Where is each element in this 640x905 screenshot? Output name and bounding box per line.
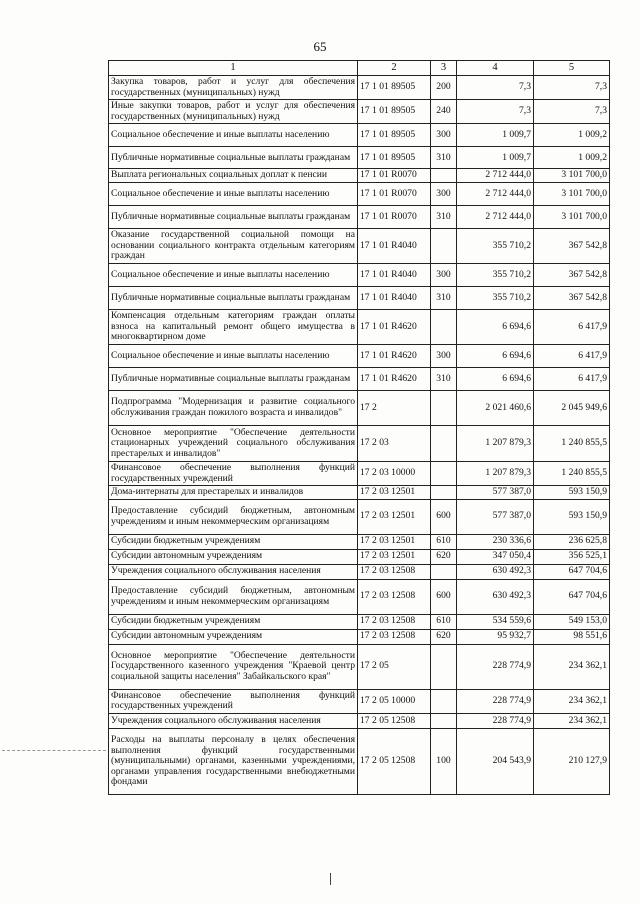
row-value1-cell: 630 492,3 bbox=[457, 579, 534, 614]
row-vr-cell: 620 bbox=[431, 549, 457, 564]
row-code-cell: 17 1 01 R0070 bbox=[358, 182, 431, 205]
row-value2-cell: 210 127,9 bbox=[534, 728, 610, 794]
row-vr-cell: 600 bbox=[431, 499, 457, 534]
row-vr-cell bbox=[431, 425, 457, 461]
table-row bbox=[109, 549, 610, 564]
row-name-cell: Субсидии автономным учреждениям bbox=[109, 629, 358, 644]
row-value1-cell: 6 694,6 bbox=[457, 344, 534, 367]
row-value1-cell: 6 694,6 bbox=[457, 309, 534, 344]
row-code-cell: 17 2 03 12501 bbox=[358, 486, 431, 500]
row-vr-cell: 310 bbox=[431, 367, 457, 390]
row-value2-cell: 647 704,6 bbox=[534, 564, 610, 579]
row-code-cell: 17 2 03 12508 bbox=[358, 614, 431, 629]
table-row bbox=[109, 76, 610, 100]
row-code-cell: 17 1 01 89505 bbox=[358, 76, 431, 100]
row-value1-cell: 534 559,6 bbox=[457, 614, 534, 629]
row-name-cell: Социальное обеспечение и иные выплаты населению bbox=[109, 124, 358, 147]
table-row bbox=[109, 713, 610, 728]
row-vr-cell bbox=[431, 309, 457, 344]
row-vr-cell: 300 bbox=[431, 344, 457, 367]
row-vr-cell: 240 bbox=[431, 100, 457, 124]
row-name-cell: Основное мероприятие "Обеспечение деятельности стационарных учреждений социального обслуживания престарелых и инвалидов" bbox=[109, 425, 358, 461]
row-value2-cell: 234 362,1 bbox=[534, 689, 610, 713]
row-value1-cell: 577 387,0 bbox=[457, 499, 534, 534]
row-value2-cell: 7,3 bbox=[534, 76, 610, 100]
header-cell-code: 2 bbox=[358, 61, 431, 76]
row-code-cell: 17 1 01 R4040 bbox=[358, 263, 431, 286]
row-vr-cell bbox=[431, 461, 457, 485]
row-code-cell: 17 1 01 89505 bbox=[358, 124, 431, 147]
row-value2-cell: 3 101 700,0 bbox=[534, 169, 610, 183]
row-code-cell: 17 2 03 12508 bbox=[358, 579, 431, 614]
row-value2-cell: 6 417,9 bbox=[534, 344, 610, 367]
row-value1-cell: 2 712 444,0 bbox=[457, 182, 534, 205]
row-value2-cell: 1 240 855,5 bbox=[534, 425, 610, 461]
table-row bbox=[109, 461, 610, 485]
row-name-cell: Иные закупки товаров, работ и услуг для обеспечения государственных (муниципальных) нужд bbox=[109, 100, 358, 124]
table-row bbox=[109, 614, 610, 629]
row-vr-cell bbox=[431, 169, 457, 183]
table-row bbox=[109, 367, 610, 390]
row-vr-cell bbox=[431, 564, 457, 579]
row-name-cell: Публичные нормативные социальные выплаты гражданам bbox=[109, 367, 358, 390]
page-number: 65 bbox=[313, 39, 327, 54]
row-code-cell: 17 2 05 12508 bbox=[358, 713, 431, 728]
table-row bbox=[109, 728, 610, 794]
row-value2-cell: 6 417,9 bbox=[534, 309, 610, 344]
table-row bbox=[109, 286, 610, 309]
row-vr-cell: 610 bbox=[431, 534, 457, 549]
table-row bbox=[109, 486, 610, 500]
row-value1-cell: 7,3 bbox=[457, 76, 534, 100]
row-vr-cell: 300 bbox=[431, 263, 457, 286]
row-value2-cell: 593 150,9 bbox=[534, 486, 610, 500]
row-name-cell: Публичные нормативные социальные выплаты гражданам bbox=[109, 147, 358, 169]
row-value2-cell: 367 542,8 bbox=[534, 228, 610, 263]
row-value1-cell: 355 710,2 bbox=[457, 228, 534, 263]
row-name-cell: Учреждения социального обслуживания населения bbox=[109, 713, 358, 728]
row-vr-cell: 610 bbox=[431, 614, 457, 629]
table-row bbox=[109, 169, 610, 183]
row-code-cell: 17 2 05 bbox=[358, 644, 431, 689]
row-name-cell: Субсидии автономным учреждениям bbox=[109, 549, 358, 564]
row-value1-cell: 1 207 879,3 bbox=[457, 425, 534, 461]
row-name-cell: Субсидии бюджетным учреждениям bbox=[109, 614, 358, 629]
row-name-cell: Публичные нормативные социальные выплаты гражданам bbox=[109, 286, 358, 309]
row-name-cell: Финансовое обеспечение выполнения функций государственных учреждений bbox=[109, 689, 358, 713]
row-value2-cell: 3 101 700,0 bbox=[534, 182, 610, 205]
header-cell-name: 1 bbox=[109, 61, 358, 76]
row-value2-cell: 236 625,8 bbox=[534, 534, 610, 549]
row-name-cell: Предоставление субсидий бюджетным, автономным учреждениям и иным некоммерческим организациям bbox=[109, 579, 358, 614]
row-value2-cell: 1 240 855,5 bbox=[534, 461, 610, 485]
row-vr-cell bbox=[431, 689, 457, 713]
header-cell-value2: 5 bbox=[534, 61, 610, 76]
row-value2-cell: 1 009,2 bbox=[534, 124, 610, 147]
row-code-cell: 17 2 05 10000 bbox=[358, 689, 431, 713]
row-name-cell: Предоставление субсидий бюджетным, автономным учреждениям и иным некоммерческим организациям bbox=[109, 499, 358, 534]
row-code-cell: 17 2 03 12501 bbox=[358, 499, 431, 534]
table-row bbox=[109, 309, 610, 344]
row-name-cell: Основное мероприятие "Обеспечение деятельности Государственного казенного учреждения "Краевой центр социальной защиты населения" Забайкальского края" bbox=[109, 644, 358, 689]
row-value2-cell: 234 362,1 bbox=[534, 644, 610, 689]
row-value1-cell: 7,3 bbox=[457, 100, 534, 124]
row-name-cell: Субсидии бюджетным учреждениям bbox=[109, 534, 358, 549]
row-value1-cell: 2 021 460,6 bbox=[457, 390, 534, 425]
row-value1-cell: 6 694,6 bbox=[457, 367, 534, 390]
table-row bbox=[109, 629, 610, 644]
header-row bbox=[109, 61, 610, 76]
row-value1-cell: 630 492,3 bbox=[457, 564, 534, 579]
row-vr-cell: 310 bbox=[431, 286, 457, 309]
table-row bbox=[109, 124, 610, 147]
row-value2-cell: 593 150,9 bbox=[534, 499, 610, 534]
bottom-mark bbox=[330, 873, 331, 885]
row-vr-cell: 620 bbox=[431, 629, 457, 644]
row-value2-cell: 356 525,1 bbox=[534, 549, 610, 564]
row-code-cell: 17 2 03 12501 bbox=[358, 534, 431, 549]
row-value1-cell: 1 207 879,3 bbox=[457, 461, 534, 485]
row-code-cell: 17 1 01 R0070 bbox=[358, 169, 431, 183]
row-name-cell: Дома-интернаты для престарелых и инвалидов bbox=[109, 486, 358, 500]
row-code-cell: 17 2 03 12501 bbox=[358, 549, 431, 564]
table-row bbox=[109, 390, 610, 425]
row-vr-cell bbox=[431, 644, 457, 689]
row-value1-cell: 355 710,2 bbox=[457, 263, 534, 286]
row-name-cell: Оказание государственной социальной помощи на основании социального контракта отдельным категориям граждан bbox=[109, 228, 358, 263]
row-code-cell: 17 2 05 12508 bbox=[358, 728, 431, 794]
row-value2-cell: 647 704,6 bbox=[534, 579, 610, 614]
table-row bbox=[109, 534, 610, 549]
row-name-cell: Выплата региональных социальных доплат к пенсии bbox=[109, 169, 358, 183]
table-row bbox=[109, 228, 610, 263]
row-code-cell: 17 1 01 R4040 bbox=[358, 228, 431, 263]
row-vr-cell bbox=[431, 390, 457, 425]
table-row bbox=[109, 689, 610, 713]
table-row bbox=[109, 644, 610, 689]
row-value1-cell: 347 050,4 bbox=[457, 549, 534, 564]
row-value1-cell: 577 387,0 bbox=[457, 486, 534, 500]
row-value2-cell: 549 153,0 bbox=[534, 614, 610, 629]
row-value2-cell: 98 551,6 bbox=[534, 629, 610, 644]
table-row bbox=[109, 344, 610, 367]
row-value2-cell: 2 045 949,6 bbox=[534, 390, 610, 425]
row-value2-cell: 3 101 700,0 bbox=[534, 205, 610, 228]
row-value2-cell: 6 417,9 bbox=[534, 367, 610, 390]
table-row bbox=[109, 182, 610, 205]
row-code-cell: 17 2 bbox=[358, 390, 431, 425]
row-name-cell: Подпрограмма "Модернизация и развитие социального обслуживания граждан пожилого возраста и инвалидов" bbox=[109, 390, 358, 425]
row-value1-cell: 228 774,9 bbox=[457, 644, 534, 689]
table-row bbox=[109, 499, 610, 534]
row-name-cell: Учреждения социального обслуживания населения bbox=[109, 564, 358, 579]
row-value2-cell: 234 362,1 bbox=[534, 713, 610, 728]
row-value1-cell: 228 774,9 bbox=[457, 713, 534, 728]
margin-mark bbox=[2, 750, 106, 751]
header-cell-value1: 4 bbox=[457, 61, 534, 76]
row-name-cell: Социальное обеспечение и иные выплаты населению bbox=[109, 344, 358, 367]
row-code-cell: 17 2 03 12508 bbox=[358, 629, 431, 644]
row-name-cell: Социальное обеспечение и иные выплаты населению bbox=[109, 182, 358, 205]
row-value2-cell: 367 542,8 bbox=[534, 286, 610, 309]
table-row bbox=[109, 147, 610, 169]
row-vr-cell bbox=[431, 486, 457, 500]
row-code-cell: 17 1 01 R4620 bbox=[358, 367, 431, 390]
row-value1-cell: 228 774,9 bbox=[457, 689, 534, 713]
row-vr-cell bbox=[431, 713, 457, 728]
row-value2-cell: 1 009,2 bbox=[534, 147, 610, 169]
row-vr-cell: 200 bbox=[431, 76, 457, 100]
row-code-cell: 17 2 03 12508 bbox=[358, 564, 431, 579]
table-row bbox=[109, 205, 610, 228]
table-row bbox=[109, 100, 610, 124]
row-value1-cell: 204 543,9 bbox=[457, 728, 534, 794]
row-code-cell: 17 2 03 10000 bbox=[358, 461, 431, 485]
row-vr-cell: 310 bbox=[431, 205, 457, 228]
row-name-cell: Финансовое обеспечение выполнения функций государственных учреждений bbox=[109, 461, 358, 485]
row-name-cell: Социальное обеспечение и иные выплаты населению bbox=[109, 263, 358, 286]
row-value1-cell: 230 336,6 bbox=[457, 534, 534, 549]
table-row bbox=[109, 425, 610, 461]
row-vr-cell: 300 bbox=[431, 124, 457, 147]
row-value1-cell: 2 712 444,0 bbox=[457, 169, 534, 183]
budget-table bbox=[108, 60, 610, 795]
row-value1-cell: 1 009,7 bbox=[457, 147, 534, 169]
row-code-cell: 17 1 01 89505 bbox=[358, 100, 431, 124]
row-code-cell: 17 1 01 R4620 bbox=[358, 309, 431, 344]
row-code-cell: 17 1 01 R4040 bbox=[358, 286, 431, 309]
row-name-cell: Публичные нормативные социальные выплаты гражданам bbox=[109, 205, 358, 228]
row-code-cell: 17 1 01 R0070 bbox=[358, 205, 431, 228]
row-vr-cell: 600 bbox=[431, 579, 457, 614]
row-name-cell: Компенсация отдельным категориям граждан оплаты взноса на капитальный ремонт общего имущества в многоквартирном доме bbox=[109, 309, 358, 344]
row-code-cell: 17 2 03 bbox=[358, 425, 431, 461]
row-vr-cell: 300 bbox=[431, 182, 457, 205]
row-value1-cell: 95 932,7 bbox=[457, 629, 534, 644]
table-row bbox=[109, 579, 610, 614]
row-value1-cell: 355 710,2 bbox=[457, 286, 534, 309]
row-name-cell: Расходы на выплаты персоналу в целях обеспечения выполнения функций государственными (муниципальными) органами, казенными учреждениями, органами управления государственными внебюджетными фондами bbox=[109, 728, 358, 794]
header-cell-vr: 3 bbox=[431, 61, 457, 76]
table-row bbox=[109, 564, 610, 579]
table-row bbox=[109, 263, 610, 286]
row-vr-cell: 100 bbox=[431, 728, 457, 794]
row-value2-cell: 367 542,8 bbox=[534, 263, 610, 286]
row-code-cell: 17 1 01 89505 bbox=[358, 147, 431, 169]
row-vr-cell bbox=[431, 228, 457, 263]
row-value1-cell: 1 009,7 bbox=[457, 124, 534, 147]
row-name-cell: Закупка товаров, работ и услуг для обеспечения государственных (муниципальных) нужд bbox=[109, 76, 358, 100]
row-vr-cell: 310 bbox=[431, 147, 457, 169]
row-code-cell: 17 1 01 R4620 bbox=[358, 344, 431, 367]
row-value2-cell: 7,3 bbox=[534, 100, 610, 124]
row-value1-cell: 2 712 444,0 bbox=[457, 205, 534, 228]
